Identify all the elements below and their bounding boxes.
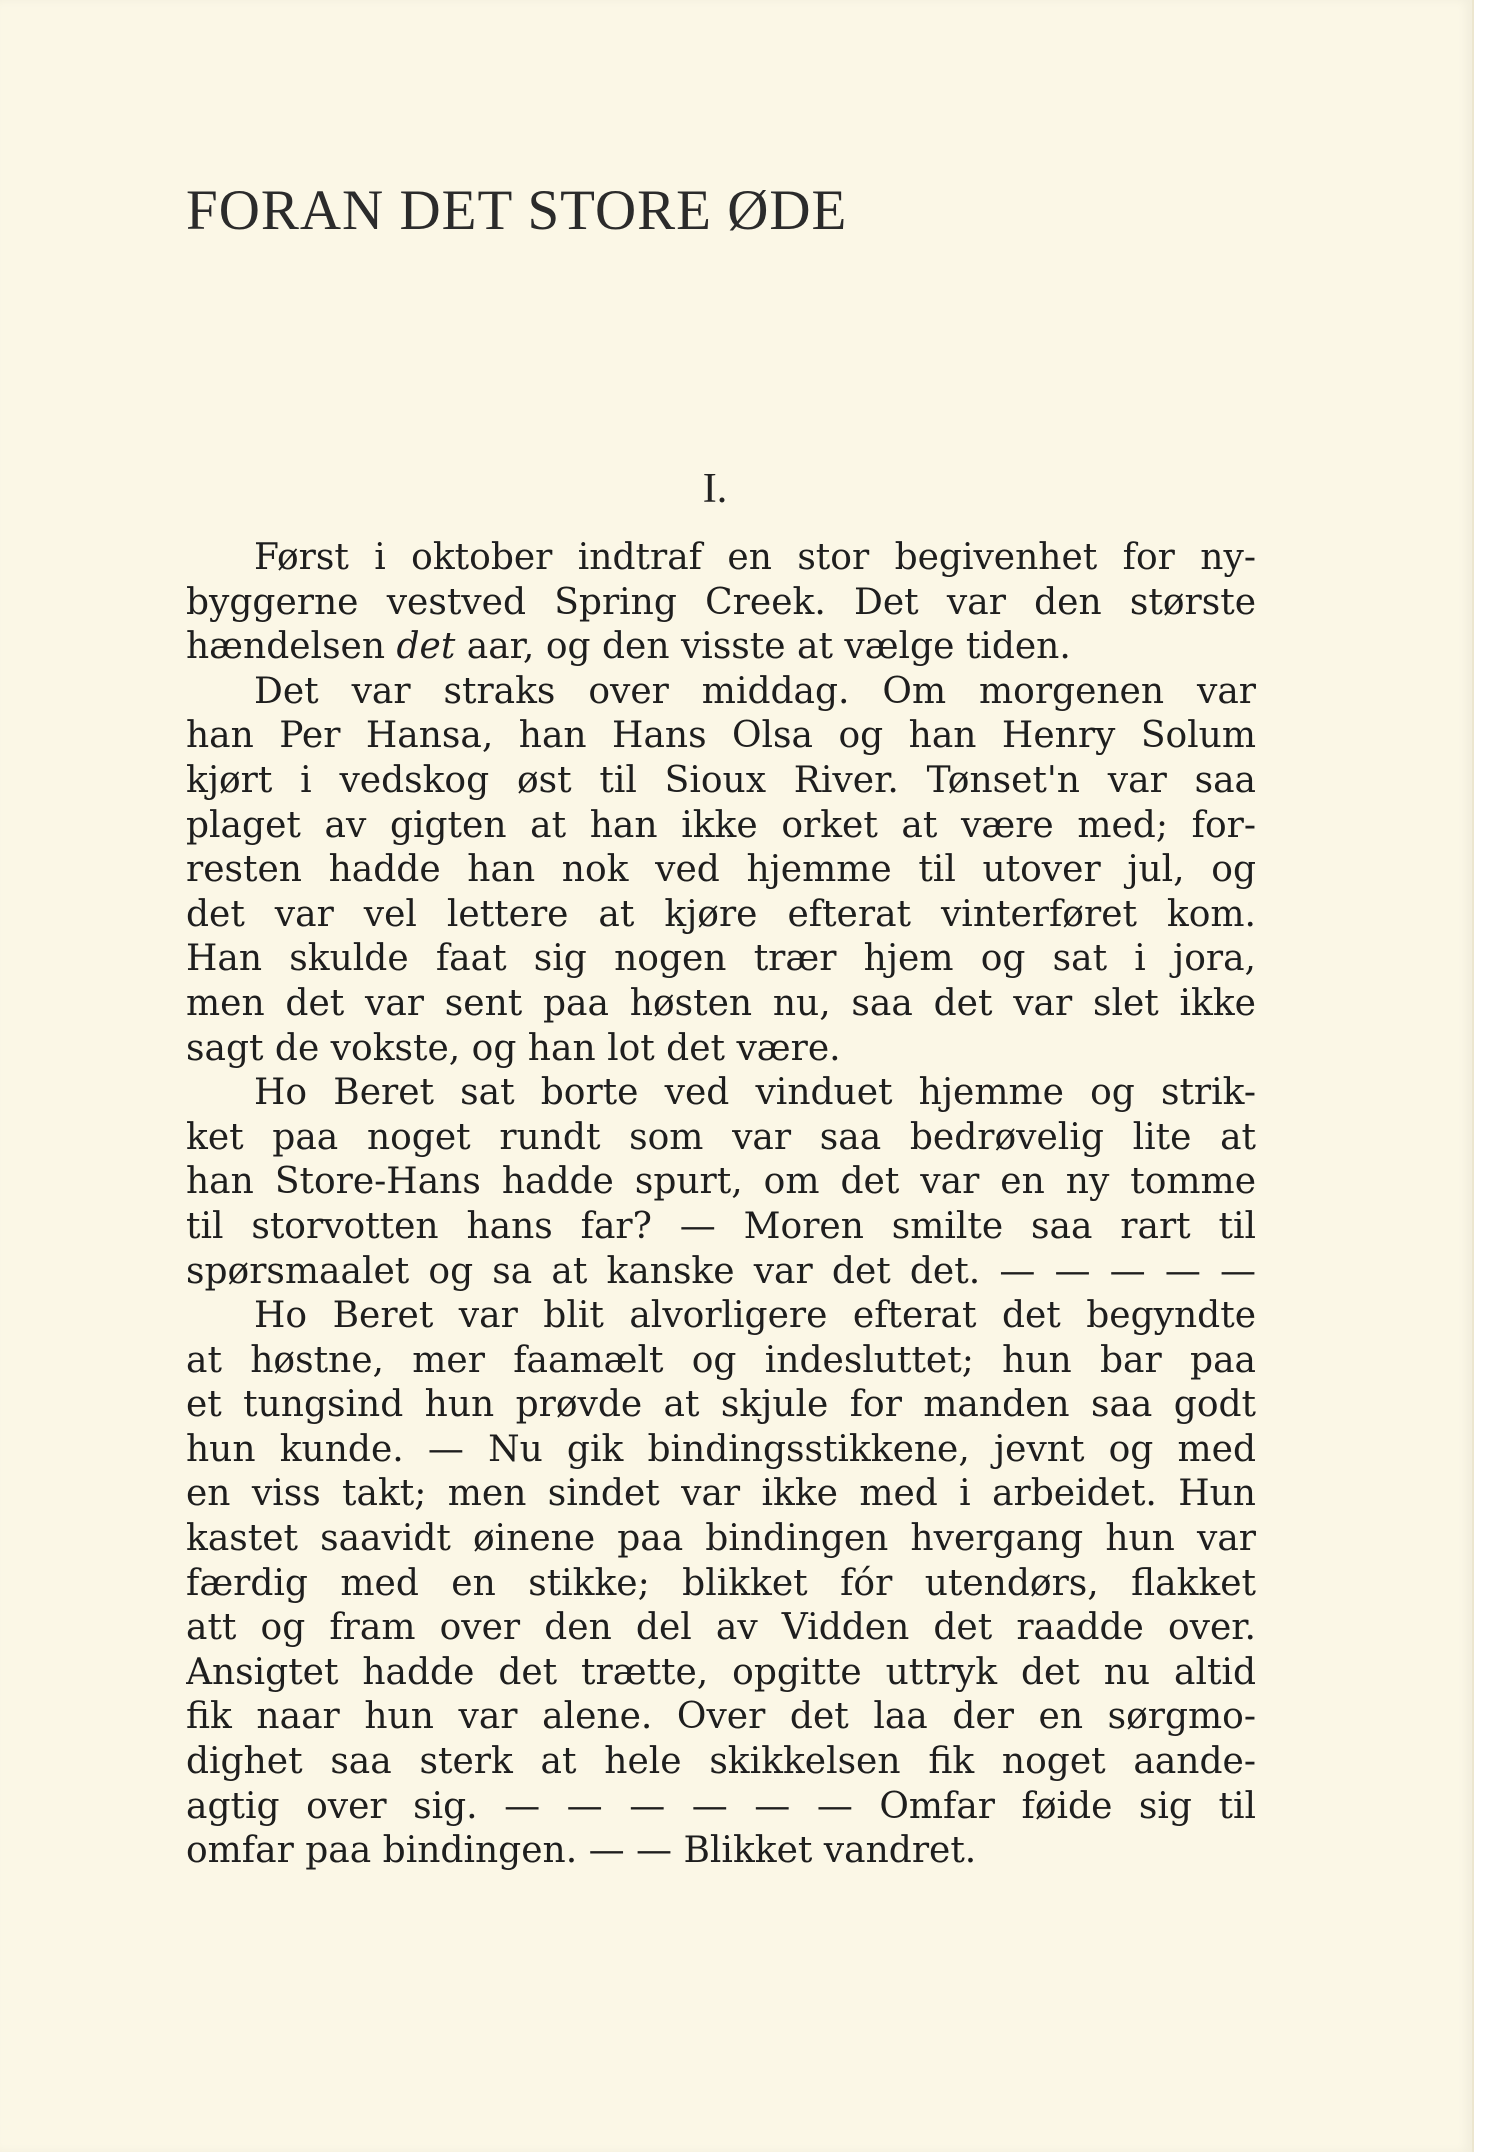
text-line: han Per Hansa, han Hans Olsa og han Henry Solum: [186, 715, 1256, 757]
text-fragment: hændelsen: [186, 626, 397, 668]
text-line: agtig over sig. — — — — — — Omfar føide sig til: [186, 1785, 1256, 1827]
text-line: hun kunde. — Nu gik bindingsstikkene, jevnt og med: [186, 1428, 1256, 1470]
text-line: Først i oktober indtraf en stor begivenhet for ny-: [254, 537, 1256, 578]
text-line: Ho Beret sat borte ved vinduet hjemme og strik-: [254, 1072, 1256, 1114]
text-line: Han skulde faat sig nogen trær hjem og sat i jora,: [186, 938, 1256, 980]
text-line: til storvotten hans far? — Moren smilte saa rart til: [186, 1205, 1256, 1247]
text-line: han Store-Hans hadde spurt, om det var en ny tomme: [186, 1161, 1256, 1203]
text-line: att og fram over den del av Vidden det raadde over.: [186, 1607, 1256, 1649]
emphasized-word: det: [396, 626, 456, 668]
text-line: fik naar hun var alene. Over det laa der en sørgmo-: [186, 1696, 1256, 1738]
text-line: Ansigtet hadde det trætte, opgitte uttryk det nu altid: [186, 1651, 1256, 1693]
text-line: et tungsind hun prøvde at skjule for manden saa godt: [186, 1384, 1256, 1426]
page-title: FORAN DET STORE ØDE: [186, 179, 848, 242]
text-line: dighet saa sterk at hele skikkelsen fik noget aande-: [186, 1741, 1256, 1783]
text-line: spørsmaalet og sa at kanske var det det. — — — — —: [186, 1250, 1256, 1292]
text-line: kjørt i vedskog øst til Sioux River. Tønset'n var saa: [186, 759, 1256, 801]
text-line: sagt de vokste, og han lot det være.: [186, 1027, 841, 1069]
text-fragment: aar, og den visste at vælge tiden.: [455, 626, 1071, 668]
text-line: [186, 625, 1256, 670]
text-line: plaget av gigten at han ikke orket at være med; for-: [186, 804, 1256, 846]
text-line: en viss takt; men sindet var ikke med i arbeidet. Hun: [186, 1473, 1256, 1515]
text-line: det var vel lettere at kjøre efterat vinterføret kom.: [186, 893, 1256, 935]
chapter-number: I.: [702, 466, 728, 512]
text-line: resten hadde han nok ved hjemme til utover jul, og: [186, 849, 1256, 891]
body-text: [186, 536, 1256, 1874]
text-line: kastet saavidt øinene paa bindingen hvergang hun var: [186, 1518, 1256, 1560]
text-line: omfar paa bindingen. — — Blikket vandret.: [186, 1830, 977, 1872]
text-line: ket paa noget rundt som var saa bedrøvelig lite at: [186, 1116, 1256, 1158]
text-line: byggerne vestved Spring Creek. Det var den største: [186, 581, 1256, 623]
text-line: men det var sent paa høsten nu, saa det var slet ikke: [186, 982, 1256, 1024]
text-line: Det var straks over middag. Om morgenen var: [254, 670, 1256, 712]
text-line: færdig med en stikke; blikket fór utendørs, flakket: [186, 1562, 1256, 1604]
text-line: at høstne, mer faamælt og indesluttet; hun bar paa: [186, 1339, 1256, 1381]
scan-background: [1474, 0, 1504, 2152]
text-line: Ho Beret var blit alvorligere efterat det begyndte: [254, 1295, 1256, 1337]
